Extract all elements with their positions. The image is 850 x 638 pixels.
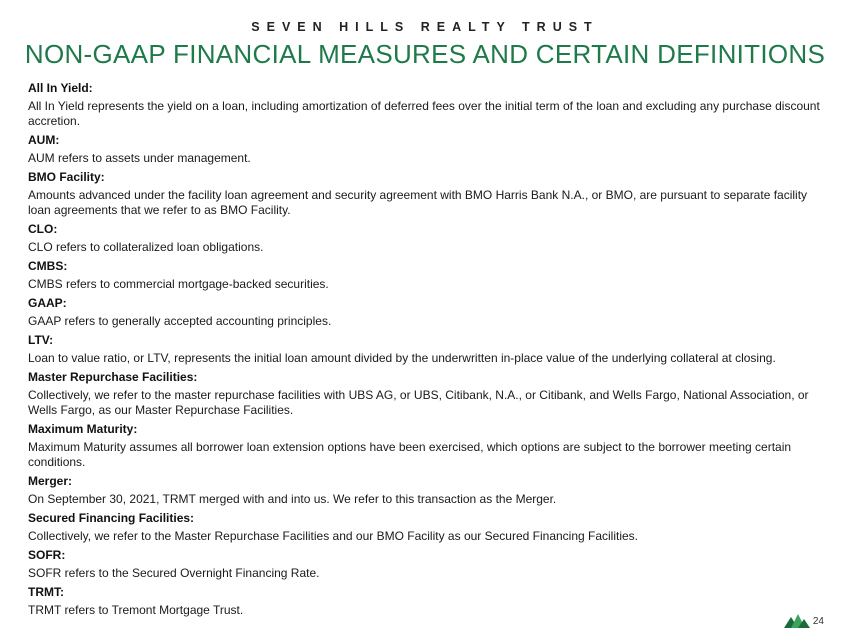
term-description: Amounts advanced under the facility loan agreement and security agreement with BMO Harris Bank N.A., or BMO, are pursuant to separate facility loan agreements that we refer to as BMO Facility. xyxy=(28,188,808,217)
definition-secured-financing-facilities xyxy=(28,511,820,544)
term-label: GAAP: xyxy=(28,296,67,310)
term-description: Collectively, we refer to the Master Repurchase Facilities and our BMO Facility as our Secured Financing Facilities. xyxy=(28,529,639,543)
term-label: TRMT: xyxy=(28,585,64,599)
definition-bmo-facility xyxy=(28,170,820,218)
term-label: Maximum Maturity: xyxy=(28,422,138,436)
term-label: AUM: xyxy=(28,133,60,147)
term-description: CMBS refers to commercial mortgage-backed securities. xyxy=(28,277,329,291)
definition-gaap xyxy=(28,296,820,329)
term-label: LTV: xyxy=(28,333,54,347)
term-label: CMBS: xyxy=(28,259,68,273)
term-description: SOFR refers to the Secured Overnight Financing Rate. xyxy=(28,566,320,580)
term-label: SOFR: xyxy=(28,548,66,562)
definition-cmbs xyxy=(28,259,820,292)
term-label: Merger: xyxy=(28,474,73,488)
definition-merger xyxy=(28,474,820,507)
term-description: On September 30, 2021, TRMT merged with and into us. We refer to this transaction as the Merger. xyxy=(28,492,557,506)
definition-ltv xyxy=(28,333,820,366)
term-description: All In Yield represents the yield on a loan, including amortization of deferred fees over the initial term of the loan and excluding any purchase discount accretion. xyxy=(28,99,820,128)
term-description: AUM refers to assets under management. xyxy=(28,151,251,165)
term-description: GAAP refers to generally accepted accounting principles. xyxy=(28,314,332,328)
term-description: Maximum Maturity assumes all borrower loan extension options have been exercised, which options are subject to the borrower meeting certain conditions. xyxy=(28,440,792,469)
term-label: Master Repurchase Facilities: xyxy=(28,370,198,384)
seven-hills-mountain-logo-icon xyxy=(784,614,810,628)
definition-maximum-maturity xyxy=(28,422,820,470)
term-description: TRMT refers to Tremont Mortgage Trust. xyxy=(28,603,244,617)
term-label: BMO Facility: xyxy=(28,170,105,184)
term-label: CLO: xyxy=(28,222,58,236)
term-description: CLO refers to collateralized loan obligations. xyxy=(28,240,264,254)
page-footer xyxy=(784,614,824,628)
definition-sofr xyxy=(28,548,820,581)
definition-master-repurchase-facilities xyxy=(28,370,820,418)
definition-all-in-yield xyxy=(28,81,820,129)
definition-clo xyxy=(28,222,820,255)
term-description: Loan to value ratio, or LTV, represents the initial loan amount divided by the underwritten in-place value of the underlying collateral at closing. xyxy=(28,351,776,365)
term-label: All In Yield: xyxy=(28,81,93,95)
term-label: Secured Financing Facilities: xyxy=(28,511,195,525)
page-title: NON-GAAP FINANCIAL MEASURES AND CERTAIN DEFINITIONS xyxy=(24,39,826,69)
definitions-list xyxy=(28,81,820,622)
term-description: Collectively, we refer to the master repurchase facilities with UBS AG, or UBS, Citibank, N.A., or Citibank, and Wells Fargo, National Association, or Wells Fargo, as our Master Repurchase Facilities. xyxy=(28,388,809,417)
definition-trmt xyxy=(28,585,820,618)
definition-aum xyxy=(28,133,820,166)
page-number: 24 xyxy=(812,615,824,627)
company-name: SEVEN HILLS REALTY TRUST xyxy=(251,20,599,34)
